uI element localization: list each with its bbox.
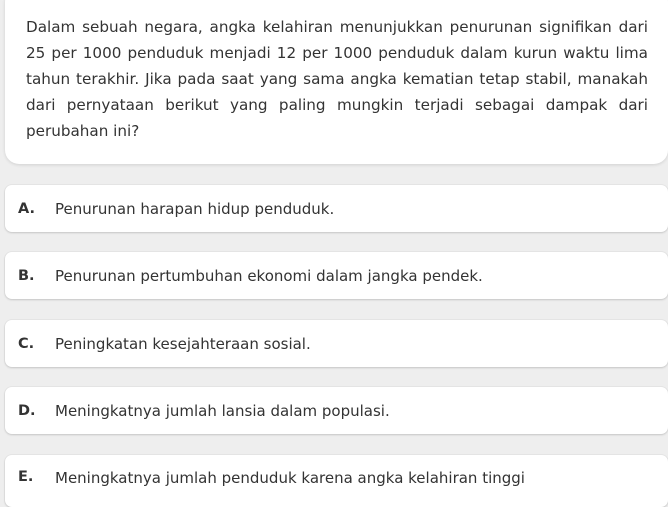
option-letter: C. [18, 335, 35, 352]
option-letter: B. [18, 267, 35, 284]
question-card [5, 0, 668, 164]
option-text: Peningkatan kesejahteraan sosial. [55, 334, 311, 353]
option-a[interactable] [5, 185, 668, 232]
option-e[interactable] [5, 455, 668, 507]
option-b[interactable] [5, 252, 668, 299]
option-c[interactable] [5, 320, 668, 367]
option-text: Meningkatnya jumlah lansia dalam populasi. [55, 401, 390, 420]
question-text: Dalam sebuah negara, angka kelahiran menunjukkan penurunan signifikan dari 25 per 1000 penduduk menjadi 12 per 1000 penduduk dalam kurun waktu lima tahun terakhir. Jika pada saat yang sama angka kematian tetap stabil, manakah dari pernyataan berikut yang paling mungkin terjadi sebagai dampak dari perubahan ini? [26, 18, 648, 140]
option-letter: D. [18, 402, 36, 419]
option-text: Meningkatnya jumlah penduduk karena angka kelahiran tinggi [55, 469, 525, 487]
option-text: Penurunan harapan hidup penduduk. [55, 199, 335, 218]
option-letter: E. [18, 469, 34, 485]
option-letter: A. [18, 200, 35, 217]
option-text: Penurunan pertumbuhan ekonomi dalam jangka pendek. [55, 266, 483, 285]
option-d[interactable] [5, 387, 668, 434]
